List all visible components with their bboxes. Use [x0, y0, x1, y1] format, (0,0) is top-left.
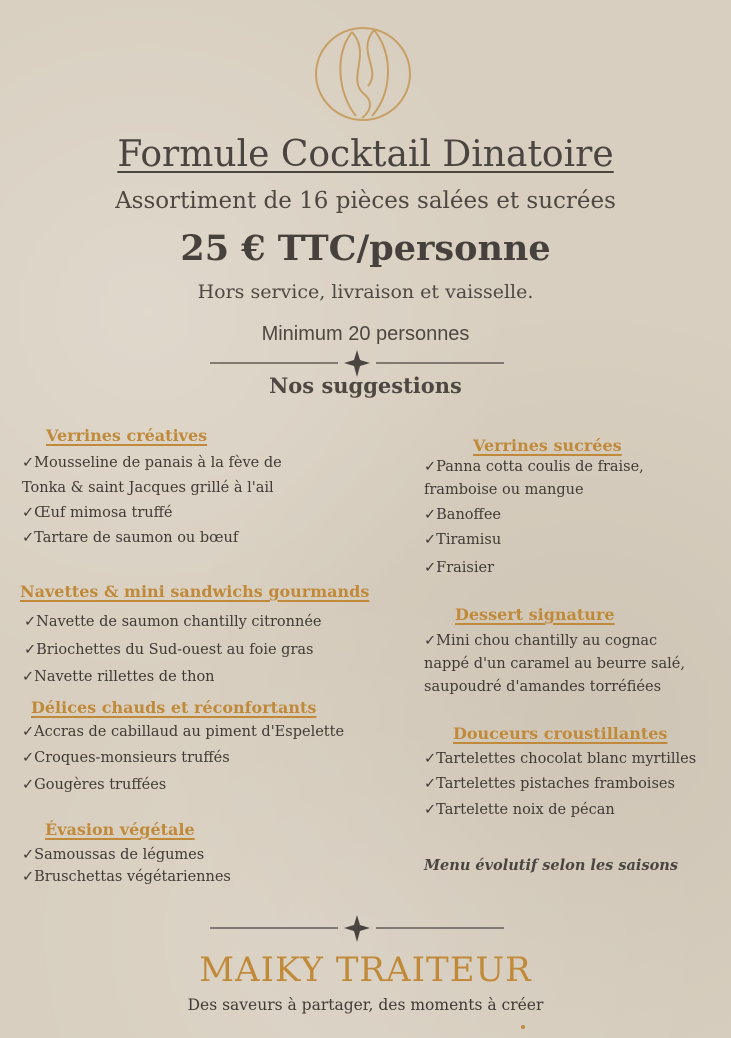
section-title-navettes: Navettes & mini sandwichs gourmands [20, 582, 370, 601]
coffee-bean-logo-icon [312, 24, 414, 124]
section-title-evasion: Évasion végétale [45, 820, 195, 839]
list-item: Tonka & saint Jacques grillé à l'ail [22, 480, 274, 496]
list-item: ✓Tartelettes chocolat blanc myrtilles [424, 751, 697, 767]
list-item: saupoudré d'amandes torréfiées [424, 679, 662, 695]
list-item: ✓Tartelette noix de pécan [424, 802, 615, 818]
list-item: ✓Croques-monsieurs truffés [22, 750, 230, 766]
tagline: Des saveurs à partager, des moments à créer [187, 996, 544, 1014]
list-item: ✓Tartelettes pistaches framboises [424, 776, 675, 792]
list-item: ✓Accras de cabillaud au piment d'Espelette [22, 724, 345, 740]
section-title-verrines-sucrees: Verrines sucrées [473, 436, 622, 455]
list-item: ✓Fraisier [424, 560, 495, 576]
list-item: ✓Samoussas de légumes [22, 847, 205, 863]
list-item: ✓Mousseline de panais à la fève de [22, 455, 282, 471]
list-item: ✓Tartare de saumon ou bœuf [22, 530, 239, 546]
list-item: ✓Tiramisu [424, 532, 502, 548]
divider-star-icon [210, 914, 504, 944]
list-item: ✓Œuf mimosa truffé [22, 505, 173, 521]
list-item: ✓Bruschettas végétariennes [22, 869, 231, 885]
list-item: framboise ou mangue [424, 482, 584, 498]
list-item: ✓Navette rillettes de thon [22, 669, 215, 685]
list-item: ✓Mini chou chantilly au cognac [424, 633, 658, 649]
list-item: ✓Navette de saumon chantilly citronnée [24, 614, 322, 630]
decorative-dot [521, 1025, 525, 1029]
seasonal-note: Menu évolutif selon les saisons [424, 857, 678, 874]
section-title-dessert: Dessert signature [455, 605, 615, 624]
list-item: ✓Gougères truffées [22, 777, 167, 793]
list-item: nappé d'un caramel au beurre salé, [424, 656, 685, 672]
list-item: ✓Briochettes du Sud-ouest au foie gras [24, 642, 314, 658]
brand-name: MAIKY TRAITEUR [199, 950, 532, 990]
list-item: ✓Panna cotta coulis de fraise, [424, 459, 644, 475]
section-title-verrines-creatives: Verrines créatives [46, 426, 208, 445]
list-item: ✓Banoffee [424, 507, 501, 523]
section-title-delices: Délices chauds et réconfortants [31, 698, 317, 717]
service-note: Hors service, livraison et vaisselle. [197, 281, 534, 303]
price: 25 € TTC/personne [180, 228, 551, 269]
suggestions-heading: Nos suggestions [269, 373, 462, 398]
subtitle: Assortiment de 16 pièces salées et sucrées [115, 188, 616, 214]
minimum-note: Minimum 20 personnes [261, 323, 470, 345]
page-title: Formule Cocktail Dinatoire [117, 134, 614, 175]
section-title-douceurs: Douceurs croustillantes [453, 724, 668, 743]
